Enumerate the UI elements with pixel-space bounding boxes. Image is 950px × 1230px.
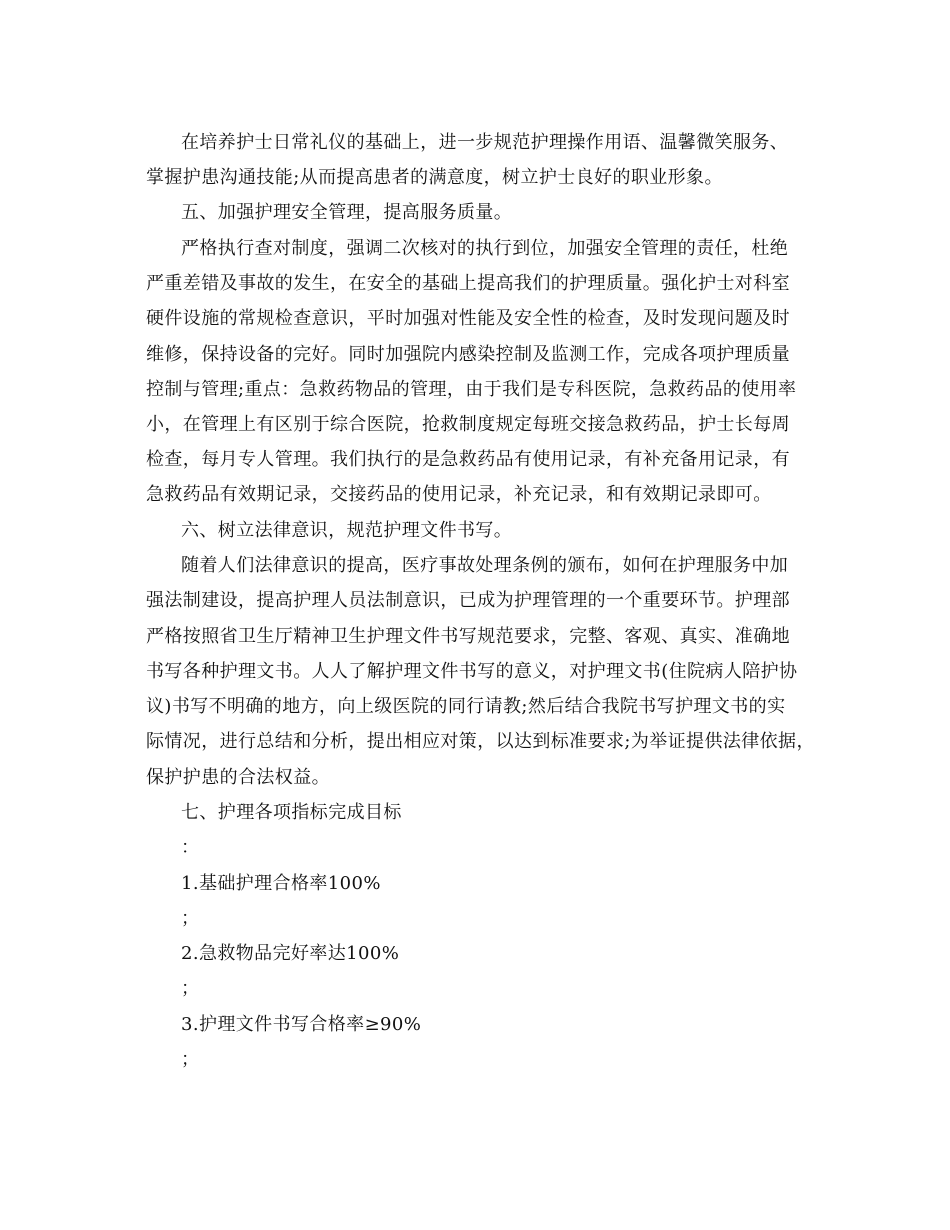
- paragraph-line: 控制与管理;重点：急救药物品的管理，由于我们是专科医院，急救药品的使用率: [146, 379, 797, 400]
- paragraph-line: 检查，每月专人管理。我们执行的是急救药品有使用记录，有补充备用记录，有: [146, 449, 790, 470]
- target-item-3: 3.护理文件书写合格率≥90%: [181, 1014, 422, 1035]
- list-separator: ：: [181, 837, 200, 858]
- paragraph-line: 随着人们法律意识的提高，医疗事故处理条例的颁布，如何在护理服务中加: [181, 555, 789, 576]
- paragraph-line: 际情况，进行总结和分析，提出相应对策，以达到标准要求;为举证提供法律依据，: [146, 731, 815, 752]
- list-separator: ；: [181, 1049, 200, 1070]
- list-separator: ；: [181, 978, 200, 999]
- target-item-1: 1.基础护理合格率100%: [181, 873, 381, 894]
- paragraph-line: 严格执行查对制度，强调二次核对的执行到位，加强安全管理的责任，杜绝: [181, 238, 789, 259]
- paragraph-line: 严重差错及事故的发生，在安全的基础上提高我们的护理质量。强化护士对科室: [146, 273, 790, 294]
- paragraph-line: 在培养护士日常礼仪的基础上，进一步规范护理操作用语、温馨微笑服务、: [181, 132, 789, 153]
- paragraph-line: 强法制建设，提高护理人员法制意识，已成为护理管理的一个重要环节。护理部: [146, 590, 790, 611]
- paragraph-line: 掌握护患沟通技能;从而提高患者的满意度，树立护士良好的职业形象。: [146, 167, 723, 188]
- paragraph-line: 急救药品有效期记录，交接药品的使用记录，补充记录，和有效期记录即可。: [146, 484, 772, 505]
- paragraph-line: 小，在管理上有区别于综合医院，抢救制度规定每班交接急救药品，护士长每周: [146, 414, 790, 435]
- target-item-2: 2.急救物品完好率达100%: [181, 943, 400, 964]
- paragraph-line: 严格按照省卫生厅精神卫生护理文件书写规范要求，完整、客观、真实、准确地: [146, 626, 790, 647]
- paragraph-line: 议)书写不明确的地方，向上级医院的同行请教;然后结合我院书写护理文书的实: [146, 696, 786, 717]
- paragraph-line: 维修，保持设备的完好。同时加强院内感染控制及监测工作，完成各项护理质量: [146, 344, 790, 365]
- paragraph-line: 书写各种护理文书。人人了解护理文件书写的意义，对护理文书(住院病人陪护协: [146, 661, 798, 682]
- section-heading-7: 七、护理各项指标完成目标: [181, 802, 402, 823]
- paragraph-line: 保护护患的合法权益。: [146, 767, 330, 788]
- list-separator: ；: [181, 908, 200, 929]
- section-heading-5: 五、加强护理安全管理，提高服务质量。: [181, 202, 513, 223]
- paragraph-line: 硬件设施的常规检查意识，平时加强对性能及安全性的检查，及时发现问题及时: [146, 308, 790, 329]
- section-heading-6: 六、树立法律意识，规范护理文件书写。: [181, 520, 513, 541]
